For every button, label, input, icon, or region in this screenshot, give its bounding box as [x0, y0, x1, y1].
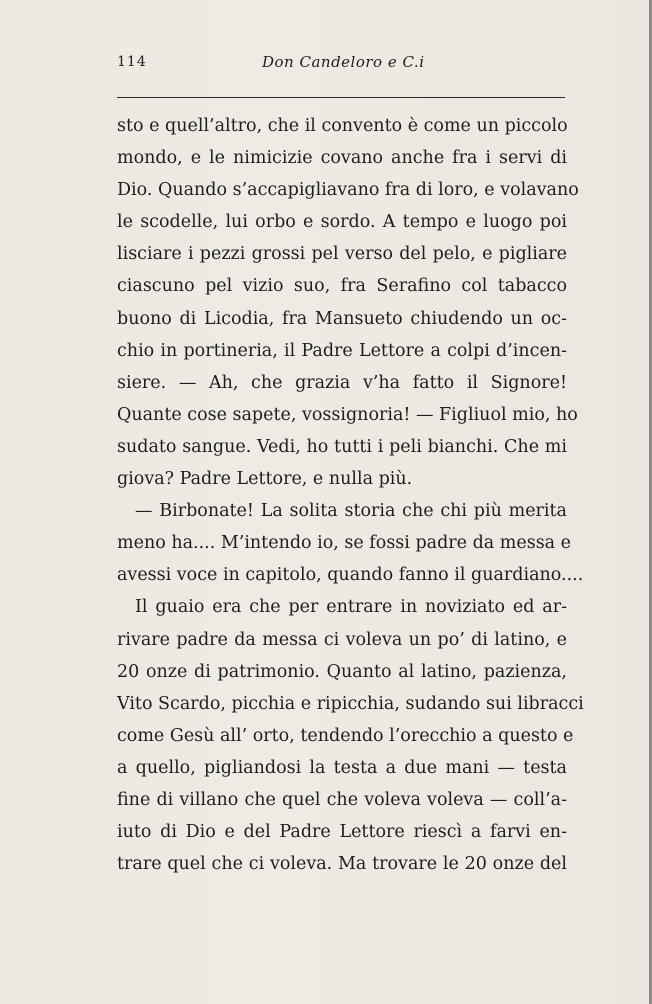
text-line: mondo, e le nimicizie covano anche fra i servi di: [117, 148, 567, 169]
text-line: — Birbonate! La solita storia che chi più merita: [135, 501, 567, 522]
header-rule: [117, 97, 565, 98]
text-line: meno ha.... M’intendo io, se fossi padre da messa e: [117, 533, 572, 554]
text-line: fine di villano che quel che voleva voleva — coll’a-: [117, 789, 567, 810]
text-line: sudato sangue. Vedi, ho tutti i peli bianchi. Che mi: [117, 436, 567, 457]
text-line: sto e quell’altro, che il convento è come un piccolo: [117, 116, 568, 136]
text-line: 20 onze di patrimonio. Quanto al latino, pazienza,: [117, 661, 567, 682]
text-line: come Gesù all’ orto, tendendo l’orecchio a questo e: [117, 725, 574, 746]
text-line: Vito Scardo, picchia e ripicchia, sudando sui libracci: [117, 693, 584, 714]
text-line: Quante cose sapete, vossignoria! — Figliuol mio, ho: [117, 404, 578, 425]
text-line: siere. — Ah, che grazia v’ha fatto il Signore!: [117, 372, 567, 393]
text-line: a quello, pigliandosi la testa a due mani — testa: [117, 757, 567, 778]
text-line: trare quel che ci voleva. Ma trovare le 20 onze del: [117, 854, 567, 875]
text-line: chio in portineria, il Padre Lettore a colpi d’incen-: [117, 340, 567, 361]
running-title: Don Candeloro e C.i: [262, 53, 425, 71]
text-line: buono di Licodia, fra Mansueto chiudendo un oc-: [117, 308, 567, 329]
text-line: rivare padre da messa ci voleva un po’ di latino, e: [117, 629, 567, 650]
text-line: Dio. Quando s’accapigliavano fra di loro, e volavano: [117, 180, 579, 201]
text-line: le scodelle, lui orbo e sordo. A tempo e luogo poi: [117, 212, 567, 233]
body-text: [117, 110, 584, 880]
text-line: lisciare i pezzi grossi pel verso del pelo, e pigliare: [117, 244, 567, 265]
text-line: avessi voce in capitolo, quando fanno il guardiano....: [117, 565, 584, 586]
text-line: ciascuno pel vizio suo, fra Serafino col tabacco: [117, 276, 567, 297]
text-line: iuto di Dio e del Padre Lettore riescì a farvi en-: [117, 822, 567, 843]
text-line: Il guaio era che per entrare in noviziato ed ar-: [135, 597, 567, 618]
page-number: 114: [117, 54, 147, 70]
text-line: giova? Padre Lettore, e nulla più.: [117, 469, 413, 490]
